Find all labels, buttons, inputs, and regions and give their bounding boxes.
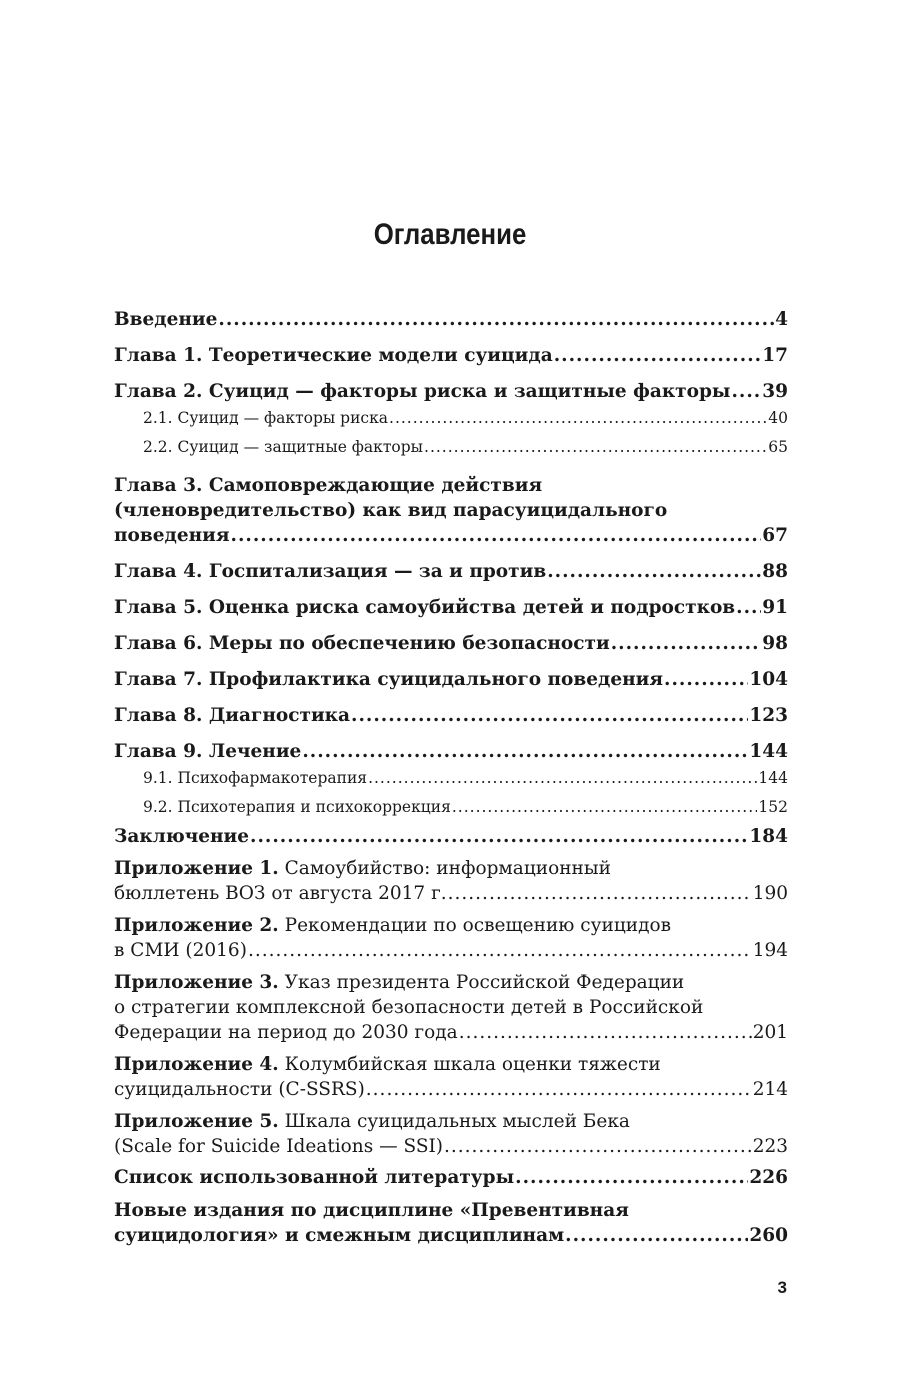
toc-subentry-9-1[interactable] — [114, 764, 788, 793]
toc-entry-title-line-1: Указ президента Российской Федерации — [284, 972, 685, 993]
dot-leader — [459, 1020, 752, 1045]
toc-entry-appendix-4[interactable] — [114, 1052, 788, 1102]
toc-page-number: 123 — [749, 705, 788, 726]
toc-entry-title: Глава 4. Госпитализация — за и против — [114, 561, 547, 582]
toc-entry-chapter-3[interactable] — [114, 473, 788, 548]
toc-page-number: 201 — [752, 1022, 788, 1043]
toc-entry-title-line-2: (членовредительство) как вид парасуицидального — [114, 500, 668, 521]
toc-entry-title: Заключение — [114, 826, 250, 847]
appendix-label: Приложение 3. — [114, 972, 279, 993]
toc-entry-title-line-2: бюллетень ВОЗ от августа 2017 г. — [114, 883, 447, 904]
toc-entry-chapter-2[interactable] — [114, 379, 788, 404]
toc-entry-title-line-2: (Scale for Suicide Ideations — SSI) — [114, 1136, 444, 1157]
toc-entry-chapter-5[interactable] — [114, 595, 788, 620]
toc-entry-title-line-3: поведения — [114, 525, 230, 546]
dot-leader — [389, 404, 767, 433]
toc-subentry-2-2[interactable] — [114, 433, 788, 462]
dot-leader — [366, 1077, 752, 1102]
toc-page-number: 144 — [758, 769, 788, 787]
toc-entry-chapter-4[interactable] — [114, 559, 788, 584]
toc-entry-appendix-5[interactable] — [114, 1109, 788, 1159]
toc-entry-title: Глава 1. Теоретические модели суицида — [114, 345, 553, 366]
toc-entry-title-line-2: в СМИ (2016) — [114, 940, 247, 961]
toc-page-number: 98 — [762, 633, 788, 654]
dot-leader — [664, 667, 748, 692]
toc-entry-title-line-1: Самоубийство: информационный — [284, 858, 611, 879]
toc-entry-appendix-3[interactable] — [114, 970, 788, 1045]
toc-page-number: 184 — [749, 826, 788, 847]
toc-page-number: 65 — [768, 438, 788, 456]
toc-entry-title: Глава 8. Диагностика — [114, 705, 351, 726]
toc-entry-title: Глава 2. Суицид — факторы риска и защитные факторы — [114, 381, 731, 402]
toc-entry-title-line-1: Колумбийская шкала оценки тяжести — [284, 1054, 661, 1075]
toc-page-number: 4 — [775, 309, 788, 330]
dot-leader — [444, 1134, 752, 1159]
toc-entry-title: Глава 9. Лечение — [114, 741, 302, 762]
toc-entry-chapter-6[interactable] — [114, 631, 788, 656]
dot-leader — [565, 1223, 748, 1248]
toc-page-number: 17 — [762, 345, 788, 366]
toc-page-number: 67 — [762, 525, 788, 546]
toc-entry-title-line-2: суицидальности (C-SSRS) — [114, 1079, 365, 1100]
dot-leader — [547, 559, 761, 584]
toc-entry-title: Список использованной литературы — [114, 1167, 515, 1188]
toc-page-number: 214 — [752, 1079, 788, 1100]
toc-subentry-2-1[interactable] — [114, 404, 788, 433]
dot-leader — [448, 881, 752, 906]
toc-entry-chapter-7[interactable] — [114, 667, 788, 692]
toc-entry-title: 9.1. Психофармакотерапия — [143, 769, 368, 787]
page-title: Оглавление — [373, 218, 527, 251]
dot-leader — [218, 307, 774, 332]
appendix-label: Приложение 1. — [114, 858, 279, 879]
toc-entry-title-line-1: Рекомендации по освещению суицидов — [284, 915, 672, 936]
toc-page-number: 40 — [768, 409, 788, 427]
toc-entry-appendix-2[interactable] — [114, 913, 788, 963]
toc-page-number: 260 — [749, 1225, 788, 1246]
toc-entry-title-line-3: Федерации на период до 2030 года — [114, 1022, 458, 1043]
dot-leader — [736, 595, 761, 620]
dot-leader — [368, 764, 757, 793]
dot-leader — [250, 824, 748, 849]
toc-entry-new-editions[interactable] — [114, 1198, 788, 1248]
dot-leader — [554, 343, 762, 368]
toc-page-number: 91 — [762, 597, 788, 618]
dot-leader — [231, 523, 762, 548]
dot-leader — [302, 739, 748, 764]
toc-entry-chapter-8[interactable] — [114, 703, 788, 728]
dot-leader — [452, 793, 758, 822]
toc-entry-title: 2.1. Суицид — факторы риска — [143, 409, 389, 427]
toc-entry-title-line-1: Шкала суицидальных мыслей Бека — [284, 1111, 630, 1132]
toc-page-number: 88 — [762, 561, 788, 582]
toc-entry-title-line-2: о стратегии комплексной безопасности детей в Российской — [114, 997, 704, 1018]
toc-entry-title-line-2: суицидология» и смежным дисциплинам — [114, 1225, 565, 1246]
dot-leader — [424, 433, 767, 462]
toc-entry-appendix-1[interactable] — [114, 856, 788, 906]
table-of-contents — [114, 307, 788, 1248]
dot-leader — [731, 379, 761, 404]
toc-page-number: 144 — [749, 741, 788, 762]
toc-entry-title: Глава 5. Оценка риска самоубийства детей и подростков — [114, 597, 736, 618]
toc-page-number: 152 — [758, 798, 788, 816]
appendix-label: Приложение 4. — [114, 1054, 279, 1075]
toc-entry-conclusion[interactable] — [114, 824, 788, 849]
toc-entry-title: 9.2. Психотерапия и психокоррекция — [143, 798, 451, 816]
toc-entry-title-line-1: Глава 3. Самоповреждающие действия — [114, 475, 543, 496]
toc-page-number: 223 — [752, 1136, 788, 1157]
toc-page-number: 104 — [749, 669, 788, 690]
dot-leader — [515, 1165, 748, 1190]
toc-page-number: 226 — [749, 1167, 788, 1188]
dot-leader — [611, 631, 762, 656]
toc-entry-title: Глава 7. Профилактика суицидального поведения — [114, 669, 664, 690]
toc-page-number: 194 — [752, 940, 788, 961]
dot-leader — [248, 938, 752, 963]
toc-entry-references[interactable] — [114, 1165, 788, 1190]
toc-page-number: 190 — [752, 883, 788, 904]
toc-entry-chapter-1[interactable] — [114, 343, 788, 368]
toc-entry-title: Введение — [114, 309, 218, 330]
appendix-label: Приложение 5. — [114, 1111, 279, 1132]
toc-page-number: 39 — [762, 381, 788, 402]
toc-entry-title: 2.2. Суицид — защитные факторы — [143, 438, 424, 456]
appendix-label: Приложение 2. — [114, 915, 279, 936]
toc-entry-title-line-1: Новые издания по дисциплине «Превентивная — [114, 1200, 629, 1221]
toc-entry-chapter-9[interactable] — [114, 739, 788, 764]
toc-entry-title: Глава 6. Меры по обеспечению безопасности — [114, 633, 610, 654]
toc-entry-intro[interactable] — [114, 307, 788, 332]
dot-leader — [351, 703, 748, 728]
toc-subentry-9-2[interactable] — [114, 793, 788, 822]
page-number: 3 — [777, 1278, 787, 1297]
